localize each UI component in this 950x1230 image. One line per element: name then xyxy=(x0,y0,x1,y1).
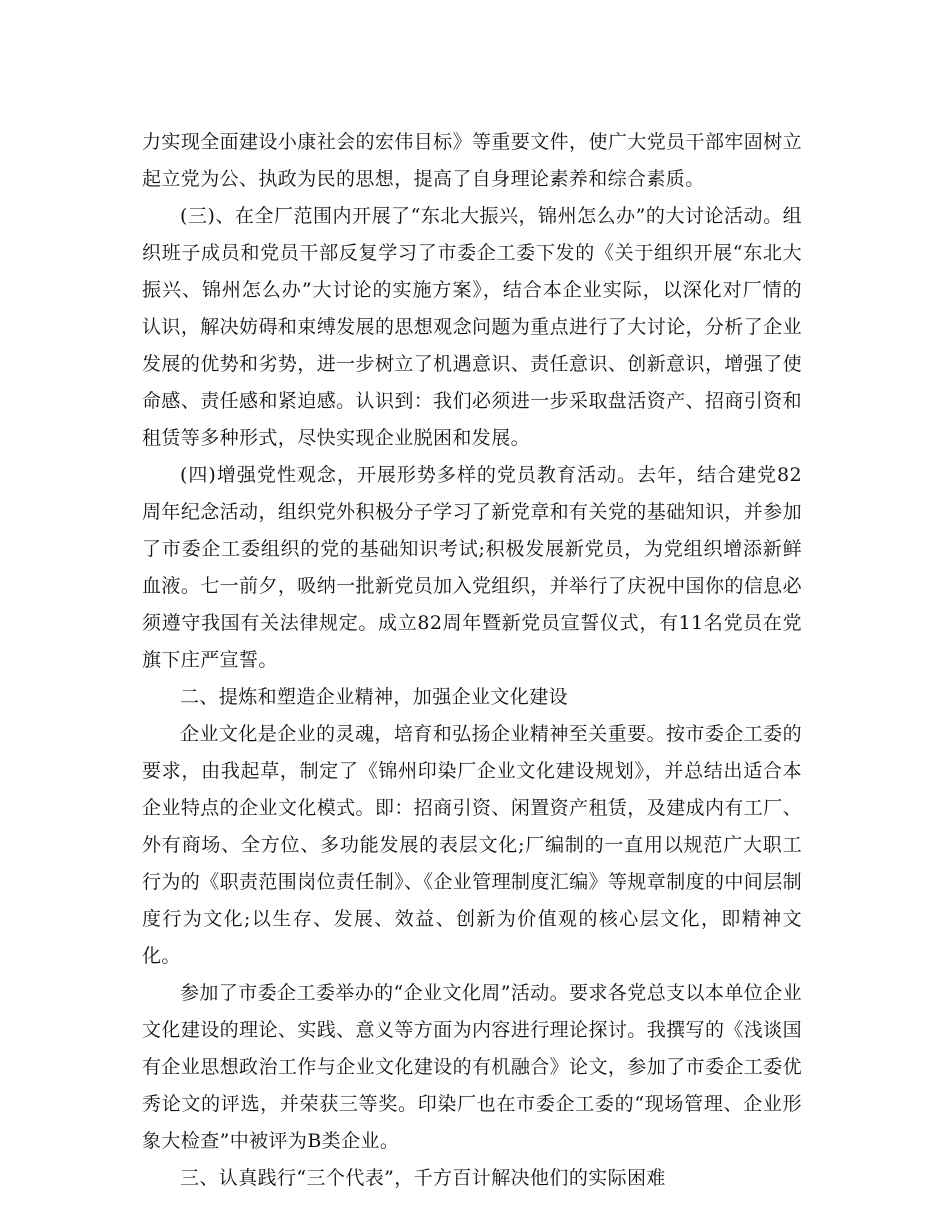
paragraph-section-three: (三)、在全厂范围内开展了“东北大振兴，锦州怎么办”的大讨论活动。组织班子成员和党员干部反复学习了市委企工委下发的《关于组织开展“东北大振兴、锦州怎么办”大讨论的实施方案》，结合本企业实际，以深化对厂情的认识，解决妨碍和束缚发展的思想观念问题为重点进行了大讨论，分析了企业发展的优势和劣势，进一步树立了机遇意识、责任意识、创新意识，增强了使命感、责任感和紧迫感。认识到：我们必须进一步采取盘活资产、招商引资和租赁等多种形式，尽快实现企业脱困和发展。 xyxy=(142,205,802,449)
paragraph-section-four: (四)增强党性观念，开展形势多样的党员教育活动。去年，结合建党82周年纪念活动，组织党外积极分子学习了新党章和有关党的基础知识，并参加了市委企工委组织的党的基础知识考试;积极发展新党员，为党组织增添新鲜血液。七一前夕，吸纳一批新党员加入党组织，并举行了庆祝中国你的信息必须遵守我国有关法律规定。成立82周年暨新党员宣誓仪式，有11名党员在党旗下庄严宣誓。 xyxy=(142,464,802,671)
document-page xyxy=(142,124,802,1197)
heading-enterprise-culture: 二、提炼和塑造企业精神，加强企业文化建设 xyxy=(180,686,569,708)
paragraph-culture-week: 参加了市委企工委举办的“企业文化周”活动。要求各党总支以本单位企业文化建设的理论、实践、意义等方面为内容进行理论探讨。我撰写的《浅谈国有企业思想政治工作与企业文化建设的有机融合》论文，参加了市委企工委优秀论文的评选，并荣获三等奖。印染厂也在市委企工委的“现场管理、企业形象大检查”中被评为B类企业。 xyxy=(142,982,802,1152)
paragraph-enterprise-culture: 企业文化是企业的灵魂，培育和弘扬企业精神至关重要。按市委企工委的要求，由我起草，制定了《锦州印染厂企业文化建设规划》，并总结出适合本企业特点的企业文化模式。即：招商引资、闲置资产租赁，及建成内有工厂、外有商场、全方位、多功能发展的表层文化;厂编制的一直用以规范广大职工行为的《职责范围岗位责任制》、《企业管理制度汇编》等规章制度的中间层制度行为文化;以生存、发展、效益、创新为价值观的核心层文化，即精神文化。 xyxy=(142,723,803,967)
paragraph-continuation: 力实现全面建设小康社会的宏伟目标》等重要文件，使广大党员干部牢固树立起立党为公、执政为民的思想，提高了自身理论素养和综合素质。 xyxy=(142,131,802,190)
heading-three-represents: 三、认真践行“三个代表”，千方百计解决他们的实际困难 xyxy=(180,1167,666,1189)
